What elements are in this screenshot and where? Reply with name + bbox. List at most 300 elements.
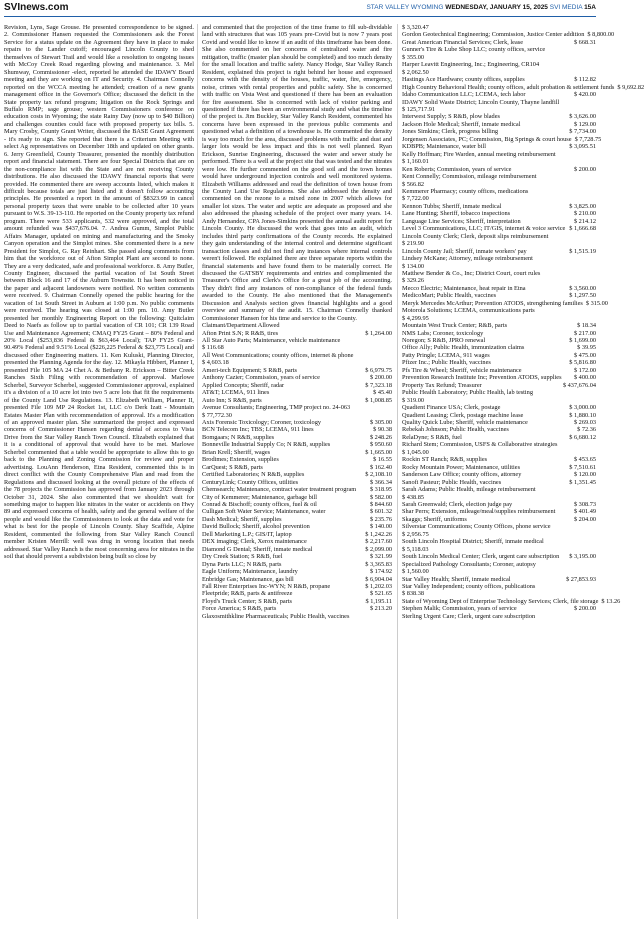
- claimant: Quadient Finance USA; Clerk, postage: [402, 404, 501, 412]
- claimant: Motorola Solutions; LCEMA, communications parts: [402, 307, 535, 315]
- column-1: [4, 24, 194, 561]
- claim-row: [402, 99, 596, 106]
- amount: $ 3,195.00: [569, 553, 596, 561]
- claimant: Quality Quick Lube; Sheriff, vehicle maintenance: [402, 419, 528, 427]
- claimant: Lindsey McKane; Attorney, mileage reimbursement: [402, 255, 533, 263]
- claimant: BCN Telecom Inc; TBS; LCEMA, 911 lines: [202, 426, 314, 434]
- claim-row: [202, 501, 392, 508]
- amount: $ 77,772.30: [202, 411, 232, 419]
- claimant: Mecco Electric; Maintenance, heat repair in Etna: [402, 284, 526, 292]
- amount: $ 3,000.00: [569, 404, 596, 412]
- claim-row: [402, 568, 596, 575]
- amount: $ 214.12: [573, 217, 596, 225]
- claim-row: [402, 203, 596, 210]
- claimant: Star Valley Health; Sheriff, inmate medical: [402, 575, 511, 583]
- claim-row: [202, 486, 392, 493]
- claimant: Ken Roberts; Commission, years of service: [402, 165, 512, 173]
- claim-row: [402, 456, 596, 463]
- claimant: Pfizer Inc.; Public Health, vaccines: [402, 359, 491, 367]
- claim-row: [202, 404, 392, 411]
- amount: $ 5,816.80: [569, 359, 596, 367]
- amount: $ 27,853.93: [566, 575, 596, 583]
- amount: $ 844.60: [369, 501, 392, 508]
- claim-row: [402, 173, 596, 180]
- amount: $ 315.00: [585, 299, 608, 307]
- minutes-text-continued: and commented that the projection of the time frame to fill sub-dividable land with structures that was 105 years pre-Covid but is now 7 years post Covid and would like to know if an audit of this timeframe has been done. She also commented on her concerns of centralized water and fire mitigation, traffic (master plan should be completed) and too much density for the small location and traffic safety. Nancy Hodge, Star Valley Ranch Resident, explained this project is right behind her house and expressed concerns with the density of the houses, traffic, water, fire, emergency, noise, crimes with rental properties and public safety. She is concerned with traffic on Vista West and questioned if there has been an evaluation for fire assessment. She is concerned with lack of visitor parking and questioned if there has been an environmental study and what the timeline of the project is. Jim Buckley, Star Valley Ranch Resident, commented his concerns have been expressed in the previous public comments and questioned what a definition of a townhouse is. He commented the density is way too much for the area, discussed problems with traffic and dust and larger lots would be less impact and this is not well planned. Ryan Erickson, Sunrise Engineering, discussed the water and sewer study he performed. There is a well at the project site that was tested and the nitrates were low. He further commented on the good soil and the town homes would have underground injection controls and well monitored systems. Elizabeth Williams addressed and read the definition of town house from the County Land Use Regulations. She also addressed the density and commented on the rezone to a mixed zone in 2007 which allows for smaller lot sizes. The water and septic are adequate as proposed and she also addressed the phasing schedule of the project over many years. 14. Andy Hernandez, CPA Jones-Simkins presented the annual audit report for Lincoln County. He discussed the work that goes into an audit, which includes third party confirmations of the County records. He explained they gain understanding of the internal control and determine significant transaction classes and did not find any instances where internal controls weren't followed. He explained there are three separate reports within the financial statements and have found them to be materially correct. He discussed the GATSBY requirements and entries and complimented the Treasurer's Office and Clerk's Office for a great job of the accounting. They didn't find any instances of non-compliance of the federal funds awarded to the County. He also mentioned that the Management's Discussion and Analysis section gives financial highlights and a good overview and summary of the audit. 15. Chairman Connelly thanked Commissioner Hansen for his time and service to the County.: [202, 24, 392, 322]
- claim-row: [402, 188, 596, 195]
- amount: $ 217.00: [573, 329, 596, 337]
- claim-row: [402, 299, 608, 307]
- claimant: Avenue Consultants; Engineering, TMP project no. 24-063: [202, 404, 351, 412]
- amount: $ 1,242.26: [365, 530, 392, 538]
- claim-row: [402, 210, 596, 217]
- amount: $ 235.76: [369, 515, 392, 523]
- claimant: IDAWY Solid Waste District; Lincoln County, Thayne landfill: [402, 98, 560, 106]
- claim-row: [402, 441, 596, 448]
- claim-row: [402, 166, 596, 173]
- claimant: Glaxosmithkline Pharmaceuticals; Public Health, vaccines: [202, 612, 350, 620]
- claimant: Chemsearch; Maintenance, contract water treatment program: [202, 486, 357, 494]
- amount: $ 3,320.47: [402, 24, 429, 31]
- claim-row: [402, 419, 596, 426]
- claim-row: [402, 494, 596, 501]
- claim-row: [402, 382, 596, 389]
- claimant: Diamond G Dental; Sheriff, inmate medical: [202, 545, 313, 553]
- claimant: Mountain West Truck Center; R&B, parts: [402, 322, 508, 330]
- claimant: Patty Pringle; LCEMA, 911 wages: [402, 351, 490, 359]
- claim-row: [402, 404, 596, 411]
- claimant: Jorgensen Associates, PC; Commission, Big Springs & court house: [402, 135, 572, 143]
- amount: $ 1,665.00: [365, 448, 392, 456]
- claim-row: [402, 344, 596, 351]
- claim-row: [402, 523, 596, 530]
- amount: $ 668.31: [573, 38, 596, 46]
- amount: $ 4,299.95: [402, 314, 429, 322]
- claim-row: [202, 561, 392, 568]
- claim-row: [202, 605, 392, 612]
- claimant: Fall River Enterprises Inc-WYN; N R&B, propane: [202, 582, 331, 590]
- amount: $ 308.73: [573, 501, 596, 508]
- claimant: Conrad & Bischoff; county offices, fuel & oil: [202, 501, 317, 508]
- amount: $ 2,099.00: [365, 545, 392, 553]
- claim-row: [402, 352, 596, 359]
- claimant: Jackson Hole Medical; Sheriff, inmate medical: [402, 120, 521, 128]
- claimant: AT&T; LCEMA, 911 lines: [202, 389, 270, 397]
- claimant: All Star Auto Parts; Maintenance, vehicle maintenance: [202, 337, 341, 345]
- claimant: Bomgaars; N R&B, supplies: [202, 433, 275, 441]
- claimant: Richard Stem; Commission, USFS & Collaborative strategies: [402, 441, 558, 449]
- amount: $ 39.95: [577, 344, 596, 352]
- claim-row: [402, 158, 596, 165]
- amount: $ 3,365.83: [365, 560, 392, 568]
- claim-row: [402, 285, 596, 292]
- claim-row: [202, 598, 392, 605]
- claimant: South Lincoln Hospital District; Sheriff, inmate medical: [402, 538, 544, 546]
- amount: $ 3,095.51: [569, 143, 596, 151]
- amount: $ 6,680.12: [569, 433, 596, 441]
- claim-row: [402, 31, 615, 39]
- minutes-text: Revision, Lyns, Sage Grouse. He presented correspondence to be signed. 2. Commissioner Hansen requested the Commissioners ask the Forest Service for a status update on the Agreement they have in place to make repairs to the Lander cutoff; encouraged Lincoln County to shed themselves of Stewart Trail and would like a resolution to ongoing issues with McCoy Creek Road regarding plowing and maintenance. 3. Mel Shumway, Commissioner -elect, reported he attended the IDAWY Board meeting and they are working on IT and Security. 4. Chairman Connelly reported on the WCCA meeting he attended; creation of a new grants management office in the Governor's Office; discussed the deficit in the State property tax refund program; litigation on the Rock Springs and Buffalo RMP; sage grouse; western Commissioners conference on education costs in Wyoming; the state Rainy Day (now up to $40 Billion) and challenges counties could face with proposed property tax bills. 5. Mary Crosby, County Grant Writer, discussed the BASE Grant Agreement - it's ready to sign. She reported that there is a Criterium Meeting with select Ag representatives on December 18th and updated on other grants. 6. Jerry Greenfield, County Treasurer, presented the monthly distribution report and financial statement. There are four Special Districts that are on the non-compliance list with the State and are not receiving County distributions. He also discussed the IDAWY financial reports that were provided. He commented there are sweep accounts listed, which makes it difficult because totals are just listed and it doesn't follow accounting principles. He presented a report in the amount of $8323.99 in cancel personal property taxes that were unable to be collected after 10 years pursuant to W.S. 39-13-110. He reported on the County property tax refund program. There were 533 applicants, 532 were approved, and the total amount refunded was $437,676.04. 7. Andrea Gumm, Simplot Public Affairs Manager, updated on mining and manufacturing and the Smoky Canyon operation and the Simplot mines. She commented there is a new President for Simplot, G. Ray Reinhart. She passed along comments from him that the workforce out of Afton Simplot Plant are second to none. They are a very dedicated, safe and professional workforce. 8. Amy Butler, County Engineer, discussed the partial vacation of 1st South Street between Block 16 and 17 of the Auburn Townsite. It has been noticed in the paper and adjacent landowners were notified. No written comments were received. 9. Chairman Connelly opened the public hearing for the vacation of 1st South Street in Auburn at 1:00 p.m. No public comments were received. The hearing was closed at 1:00 pm. 10. Amy Butler presented her monthly Engineering Report on the following: Quitclaim Deed to Naefs as follow up to partial vacation of CR 101; CR 139 Road Use and Maintenance Agreement; CMAQ FY25 Grant – 80% Federal and 20% Local ($253,836 Federal & $63,464 Local); TAP FY25 Grant- 90.49% Federal and 9.51% Local ($226,225 Federal & $23,775 Local) and discussed other Engineering matters. 11. Ken Kuluski, Planning Director, presented the Planning Agenda for the day. 12. Mikayla Hibbert, Planner I, presented File 105 MA 24 Chet A. & Bethany R. Erickson – Bitter Creek Ranches Sixth Filing with recommendation of approval. Marlowe Scherbel, Surveyor Scherbel, suggested Commissioner approval, explained it's a division of a 10 acre lot into two 5 acre lots that fit the requirements of the County Land Use Regulations. 13. Elizabeth William, Planner II, presented File 109 MP 24 Rocket 1st, LLC c/o Derk Izatt - Mountain Estates Master Plan with recommendation of approval. It's a modification of an approved master plan. She summarized the project and expressed concerns of Commissioner Hansen regarding denial of access to Vista Drive from the Star Valley Ranch Town Council. Elizabeth explained that it is a conditional of approval that would have to be met. Marlowe Scherbel commented that a table would be appropriate to allow this to go back to the Planning and Zoning Commission for review and proper advertising. LouAnn Henderson, Etna Resident, commented this is in direct conflict with the County Comprehensive Plan and read from the Regulations and discussed looking at the overall picture of the effects of the 78 projects the Commission has approved from January 2023 through October 31, 2024. She also commented that we shouldn't wait for something major to happen like nitrates in the water or accidents on Hwy 89 and expressed concerns of health, safety and the general welfare of the people and would like the Commissioners to look at the data and vote for what is best for the people of Lincoln County. Shay Scaffide, Alpine Resident, commented the following from Star Valley Ranch Council member Kristen Merrill: well was drug in wrong location that needs addressed. Star Valley Ranch is the most concerning area for nitrates in the soil that should prevent a subdivision being built so close by: [4, 24, 194, 561]
- claim-row: [202, 531, 392, 538]
- claim-row: [202, 367, 392, 374]
- claim-row: [402, 91, 596, 98]
- amount: $ 13.26: [601, 597, 621, 605]
- claims-list: [202, 330, 392, 621]
- claimant: Force America; S R&B, parts: [202, 605, 277, 613]
- claim-row: [402, 330, 596, 337]
- claim-row: [202, 583, 392, 590]
- claim-row: [402, 76, 596, 83]
- claim-row: [202, 494, 392, 501]
- amount: $ 204.00: [573, 515, 596, 523]
- claim-row: [402, 225, 596, 232]
- claimant: Interwest Supply; S R&B, plow blades: [402, 113, 500, 121]
- claimant: Quadient Leasing; Clerk, postage machine lease: [402, 411, 524, 419]
- claim-row: [402, 374, 596, 381]
- claimant: Dry Creek Station; S R&B, fuel: [202, 553, 283, 561]
- claim-row: [402, 553, 596, 560]
- claimant: Property Tax Refund; Treasurer: [402, 381, 482, 389]
- claim-row: [202, 516, 392, 523]
- claim-row: [402, 516, 596, 523]
- claim-row: [202, 434, 392, 441]
- claim-row: [402, 322, 596, 329]
- claimant: All West Communications; county offices, internet & phone: [202, 351, 354, 359]
- amount: $ 269.03: [573, 419, 596, 427]
- claim-row: [202, 538, 392, 545]
- amount: $ 950.60: [369, 441, 392, 449]
- amount: $ 1,008.85: [365, 396, 392, 404]
- claim-row: [402, 121, 596, 128]
- amount: $ 1,515.19: [569, 247, 596, 255]
- claim-row: [402, 597, 621, 605]
- claimant: Sarah Greenwald; Clerk, election judge pay: [402, 501, 513, 508]
- claims-heading: Claimant/Department Allowed: [202, 322, 280, 330]
- claimant: Skaggs; Sheriff, uniforms: [402, 515, 467, 523]
- amount: $ 2,108.10: [365, 471, 392, 479]
- column-2: [202, 24, 392, 620]
- claimant: Ameri-tech Equipment; S R&B, parts: [202, 366, 297, 374]
- claim-row: [202, 546, 392, 553]
- amount: $ 582.00: [369, 493, 392, 501]
- claimant: State of Wyoming Dept of Enterprise Technology Services; Clerk, file storage: [402, 597, 599, 605]
- claimant: Brodimes; Extension, supplies: [202, 456, 279, 464]
- claimant: Jones Simkins; Clerk, progress billing: [402, 128, 499, 136]
- amount: $ 6,904.04: [365, 575, 392, 583]
- claim-row: [402, 39, 596, 46]
- claimant: City of Kemmerer; Maintenance, garbage bill: [202, 493, 318, 501]
- claim-row: [202, 590, 392, 597]
- claim-row: [402, 508, 596, 515]
- claim-row: [402, 531, 596, 538]
- claimant: Dash Medical; Sheriff, supplies: [202, 515, 282, 523]
- claim-row: [202, 352, 392, 359]
- claim-row: [402, 486, 596, 493]
- amount: $ 210.00: [573, 210, 596, 218]
- claimant: Floyd's Truck Center; S R&B, parts: [202, 597, 293, 605]
- amount: $ 475.00: [573, 351, 596, 359]
- claim-row: [402, 240, 596, 247]
- claim-row: [402, 248, 596, 255]
- issue-date: WEDNESDAY, JANUARY 15, 2025: [445, 4, 548, 11]
- amount: $ 521.65: [369, 590, 392, 598]
- site-name[interactable]: SVInews.com: [4, 2, 69, 13]
- column-divider: [397, 24, 398, 919]
- amount: $ 174.92: [369, 568, 392, 576]
- claimant: Sanofi Pasteur; Public Health, vaccines: [402, 478, 502, 486]
- claimant: Level 3 Communications, LLC; IT/GIS, internet & voice service: [402, 225, 566, 233]
- claim-row: [202, 613, 392, 620]
- amount: $ 2,062.50: [402, 68, 429, 76]
- claim-row: [402, 292, 596, 299]
- claim-row: [402, 546, 596, 553]
- amount: $ 5,118.03: [402, 545, 429, 553]
- claimant: DEX imaging; Clerk, Xerox maintenance: [202, 538, 307, 546]
- claimant: Kent Connelly; Commission, mileage reimbursement: [402, 173, 537, 181]
- amount: $ 116.68: [202, 344, 224, 352]
- claim-row: [402, 315, 596, 322]
- claimant: Sanderson Law Office; county offices, attorney: [402, 471, 522, 479]
- claim-row: [402, 46, 596, 53]
- claim-row: [402, 501, 596, 508]
- claim-row: [402, 255, 596, 262]
- claimant: Rebekah Johnson; Public Health, vaccines: [402, 426, 509, 434]
- amount: $ 329.26: [402, 277, 425, 285]
- amount: $ 213.20: [369, 605, 392, 613]
- claimant: Noregon; S R&B, JPRO renewal: [402, 337, 486, 345]
- claim-row: [402, 397, 596, 404]
- claim-row: [202, 553, 392, 560]
- claim-row: [402, 464, 596, 471]
- amount: $ 200.00: [573, 165, 596, 173]
- claimant: Language Line Services; Sheriff, interpretation: [402, 217, 521, 225]
- paper-name: STAR VALLEY WYOMING: [366, 4, 444, 11]
- claim-row: [402, 307, 596, 314]
- claim-row: [202, 508, 392, 515]
- amount: $ 319.00: [402, 396, 425, 404]
- claimant: Prevention Research Institute Inc; Prevention ATODS, supplies: [402, 374, 562, 382]
- amount: $ 1,045.00: [402, 448, 429, 456]
- claimant: Dyna Parts LLC; N R&B, parts: [202, 560, 282, 568]
- claim-row: [402, 277, 596, 284]
- claimant: Public Health Laboratory; Public Health, lab testing: [402, 389, 533, 397]
- amount: $ 1,202.03: [365, 582, 392, 590]
- amount: $ 248.26: [369, 433, 392, 441]
- claim-row: [402, 538, 596, 545]
- claim-row: [202, 412, 392, 419]
- claim-row: [402, 389, 596, 396]
- claimant: Fleetpride; R&B, parts & antifreeze: [202, 590, 293, 598]
- claim-row: [202, 359, 392, 366]
- claim-row: [402, 233, 596, 240]
- amount: $ 4,603.18: [202, 359, 229, 367]
- amount: $ 321.99: [369, 553, 392, 561]
- amount: $ 1,666.68: [569, 225, 596, 233]
- claim-row: [202, 389, 392, 396]
- claimant: Great American Financial Services; Clerk, lease: [402, 38, 523, 46]
- claimant: Brian Krell; Sheriff, wages: [202, 448, 271, 456]
- claimant: RelaDyne; S R&B, fuel: [402, 433, 462, 441]
- claimant: Kemmerer Pharmacy; county offices, medications: [402, 187, 529, 195]
- claim-row: [402, 263, 596, 270]
- amount: $ 7,510.61: [569, 463, 596, 471]
- claimant: Gordon Geotechnical Engineering; Commission, Justice Center addition: [402, 31, 585, 39]
- claim-row: [402, 195, 596, 202]
- claim-row: [202, 337, 392, 344]
- amount: $ 1,297.50: [569, 292, 596, 300]
- claim-row: [402, 143, 596, 150]
- claimant: David Bullock; Sheriff, alcohol prevention: [202, 523, 310, 531]
- claimant: Certified Laboratories; N R&B, supplies: [202, 471, 305, 479]
- claim-row: [202, 449, 392, 456]
- claimant: Lincoln County Clerk; Clerk, deposit slips reimbursement: [402, 232, 549, 240]
- claim-row: [402, 590, 596, 597]
- amount: $ 3,626.00: [569, 113, 596, 121]
- claim-row: [402, 434, 596, 441]
- claim-row: [202, 464, 392, 471]
- amount: $ 7,323.18: [365, 381, 392, 389]
- amount: $ 162.40: [369, 463, 392, 471]
- amount: $ 1,195.11: [365, 597, 392, 605]
- claimant: Hastings Ace Hardware; county offices, supplies: [402, 76, 525, 84]
- claim-row: [202, 523, 392, 530]
- amount: $ 1,880.10: [569, 411, 596, 419]
- section-name: SVI MEDIA: [549, 4, 583, 11]
- claim-row: [202, 456, 392, 463]
- claim-row: [402, 24, 596, 31]
- amount: $ 112.82: [574, 76, 596, 84]
- amount: $ 2,956.75: [402, 530, 429, 538]
- claim-row: [402, 181, 596, 188]
- amount: $ 6,979.75: [365, 366, 392, 374]
- claim-row: [402, 135, 602, 143]
- claimant: Applied Concepts; Sheriff, radar: [202, 381, 285, 389]
- amount: $ 1,699.00: [569, 337, 596, 345]
- amount: $ 2,217.60: [365, 538, 392, 546]
- amount: $ 1,264.00: [365, 329, 392, 337]
- claimant: Auto Inn; S R&B, parts: [202, 396, 262, 404]
- amount: $ 453.65: [573, 456, 596, 464]
- claim-row: [402, 337, 596, 344]
- claim-row: [402, 359, 596, 366]
- claim-row: [402, 218, 596, 225]
- column-divider: [197, 24, 198, 919]
- amount: $ 140.00: [369, 523, 392, 531]
- claimant: Sarah Adams; Public Health, mileage reimbursement: [402, 486, 536, 494]
- claim-row: [402, 113, 596, 120]
- amount: $ 200.00: [369, 374, 392, 382]
- claim-row: [202, 568, 392, 575]
- claimant: Axis Forensic Toxicology; Coroner, toxicology: [202, 419, 321, 427]
- claim-row: [202, 479, 392, 486]
- claimant: Afton Print S.N; R R&B, tires: [202, 329, 279, 337]
- amount: $ 172.00: [573, 366, 596, 374]
- claim-row: [402, 128, 596, 135]
- claimant: Dell Marketing L.P.; GIS/IT, laptop: [202, 530, 292, 538]
- amount: $ 1,351.45: [569, 478, 596, 486]
- amount: $ 305.00: [369, 419, 392, 427]
- amount: $ 7,728.75: [574, 135, 602, 143]
- claimant: Culligan Soft Water Service; Maintenance, water: [202, 508, 326, 516]
- claim-row: [202, 330, 392, 337]
- claim-row: [402, 83, 644, 91]
- claimant: Lincoln County Jail; Sheriff, inmate workers' pay: [402, 247, 527, 255]
- amount: $ 3,560.00: [569, 284, 596, 292]
- claim-row: [202, 576, 392, 583]
- claimant: Sterling Urgent Care; Clerk, urgent care subscription: [402, 612, 536, 620]
- claimant: Stephen Malik; Commission, years of service: [402, 605, 517, 613]
- amount: $ 437,676.04: [562, 381, 596, 389]
- page-number: 15A: [584, 4, 596, 11]
- claimant: High Country Behavioral Health; county offices, adult probation & settlement funds: [402, 83, 615, 91]
- claim-row: [402, 613, 596, 620]
- claim-row: [202, 397, 392, 404]
- claimant: NMS Labs; Coroner, toxicology: [402, 329, 484, 337]
- claim-row: [202, 471, 392, 478]
- amount: $ 438.85: [402, 493, 425, 501]
- claimant: Matthew Bender & Co., Inc; District Court, court rules: [402, 269, 541, 277]
- claimant: Bonneville Industrial Supply Co; N R&B, supplies: [202, 441, 331, 449]
- amount: $ 601.32: [369, 508, 392, 516]
- claim-row: [202, 344, 392, 351]
- amount: $ 120.00: [573, 471, 596, 479]
- claim-row: [402, 367, 596, 374]
- amount: $ 90.38: [373, 426, 392, 434]
- amount: $ 7,734.00: [569, 128, 596, 136]
- claimant: Lane Hunting; Sheriff, tobacco inspections: [402, 210, 511, 218]
- amount: $ 7,722.00: [402, 195, 429, 203]
- claim-row: [402, 106, 596, 113]
- amount: $ 9,692.82: [617, 83, 644, 91]
- amount: $ 8,800.00: [587, 31, 615, 39]
- claimant: South Lincoln Medical Center; Clerk, urgent care subscription: [402, 553, 560, 561]
- claimant: Silverstar Communications; County Offices, phone service: [402, 523, 551, 531]
- claimant: CarQuest; S R&B, parts: [202, 463, 263, 471]
- claimant: KDBPB; Maintenance, water bill: [402, 143, 486, 151]
- claim-row: [402, 479, 596, 486]
- amount: $ 566.82: [402, 180, 425, 188]
- claim-row: [402, 69, 596, 76]
- amount: $ 355.00: [402, 53, 425, 61]
- claim-row: [402, 576, 596, 583]
- claim-row: [402, 270, 596, 277]
- claimant: MedicoMart; Public Health, vaccines: [402, 292, 497, 300]
- claim-row: [202, 382, 392, 389]
- claimant: Meryk Mercedes McArthur; Prevention ATODS, strengthening families: [402, 299, 583, 307]
- amount: $ 3,825.00: [569, 202, 596, 210]
- claimant: Anthony Cazier; Commission, years of service: [202, 374, 320, 382]
- amount: $ 1,160.01: [402, 158, 429, 166]
- amount: $ 200.00: [573, 605, 596, 613]
- amount: $ 400.00: [573, 374, 596, 382]
- amount: $ 45.40: [373, 389, 392, 397]
- claim-row: [402, 54, 596, 61]
- claim-row: [402, 605, 596, 612]
- claimant: Shar Perrs; Extension, mileage/meal/supplies reimbursement: [402, 508, 556, 516]
- claimant: Pfs Tire & Wheel; Sheriff, vehicle maintenance: [402, 366, 522, 374]
- amount: $ 318.95: [369, 486, 392, 494]
- claimant: Office Ally; Public Health, immunization claims: [402, 344, 525, 352]
- amount: $ 401.49: [573, 508, 596, 516]
- claimant: Rocky Mountain Power; Maintenance, utilities: [402, 463, 521, 471]
- claims-list: [402, 24, 644, 620]
- claimant: Star Valley Independent; county offices, publications: [402, 582, 536, 590]
- masthead: [4, 2, 596, 17]
- claim-row: [402, 471, 596, 478]
- claimant: Enbridge Gas; Maintenance, gas bill: [202, 575, 294, 583]
- amount: $ 366.34: [369, 478, 392, 486]
- column-3: [402, 24, 644, 620]
